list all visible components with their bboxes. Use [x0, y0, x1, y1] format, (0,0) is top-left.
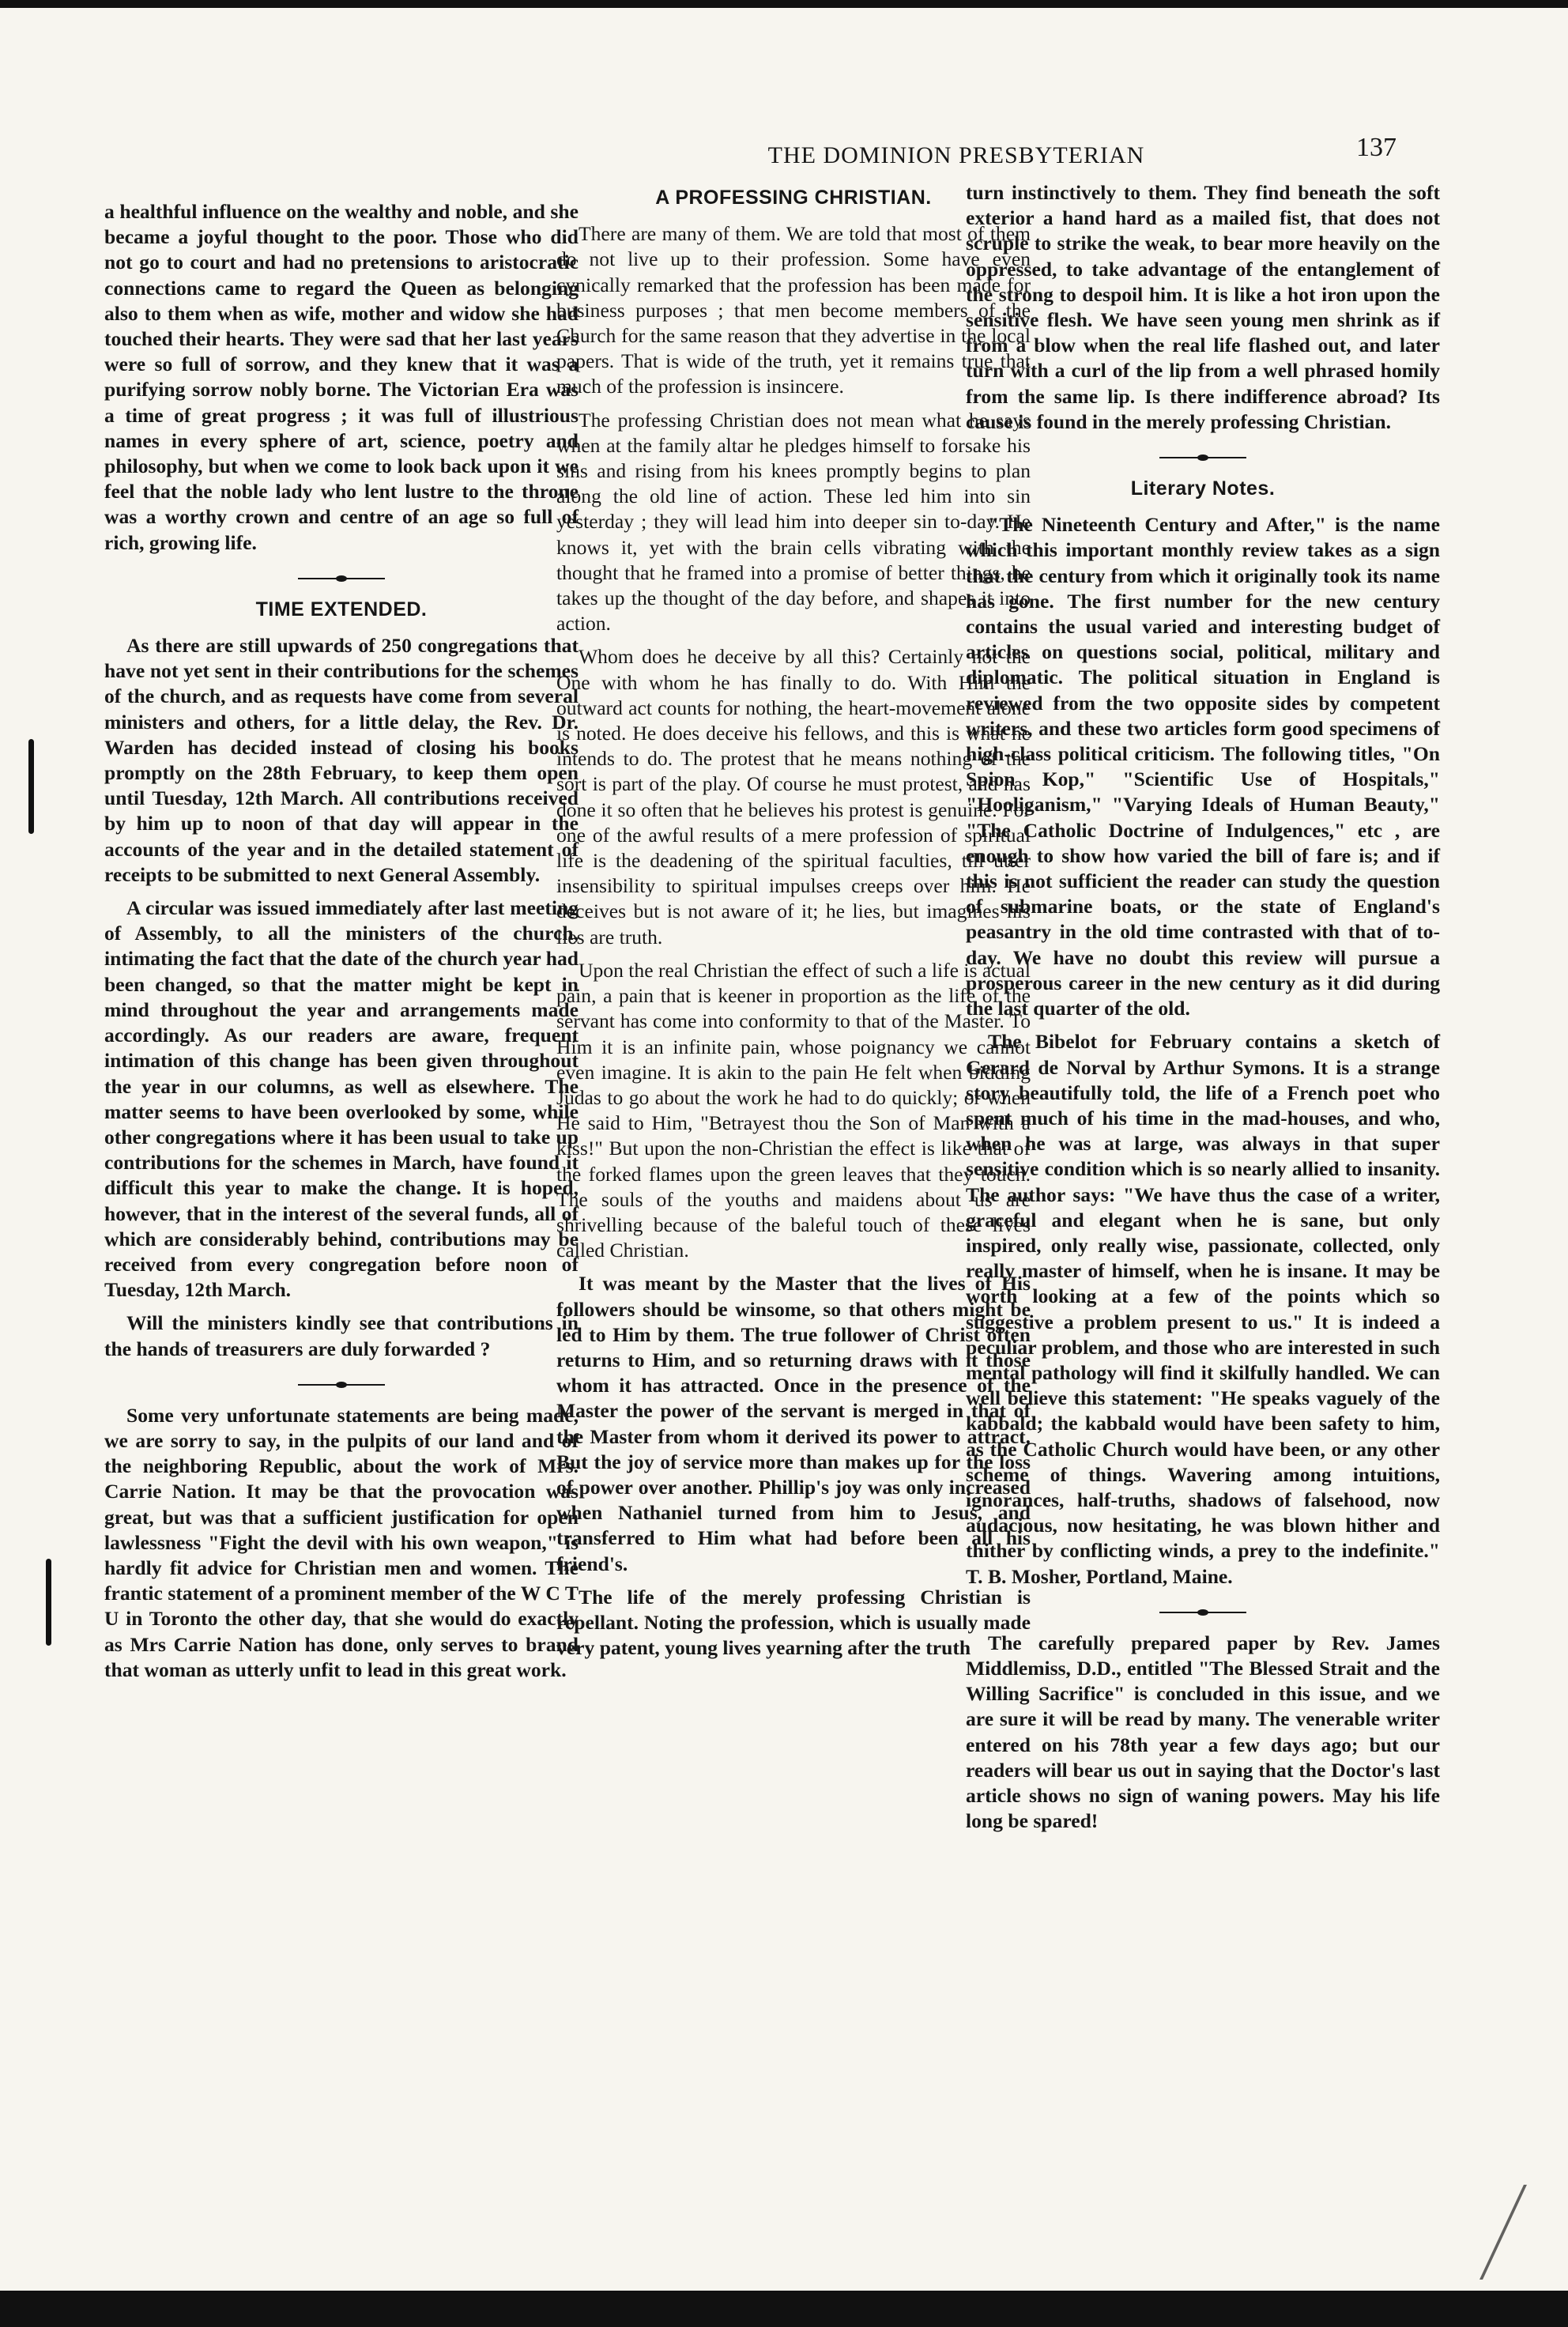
professing-paragraph-5: It was meant by the Master that the lives of His followers should be winsome, so that others might be led to Him by them. The true follower of Christ often returns to Him, and so returning draws with it those whom it has attracted. Once in the presence of the Master the power of the servant is merged in that of the Master from whom it derived its power to attract. But the joy of service more than makes up for the loss of power over another. Phillip's joy was only increased when Nathaniel turned from him to Jesus, and transferred to Him what had before been all his friend's. — [556, 1272, 1031, 1575]
literary-notes-heading: Literary Notes. — [1130, 477, 1276, 500]
professing-paragraph-1: There are many of them. We are told that most of them do not live up to their profession. Some have even cynically remarked that the profession has been made for business purposes ; that men become members of the Church for the same reason that they advertise in the local papers. That is wide of the truth, yet it remains true that much of the profession is insincere. — [556, 222, 1031, 398]
professing-paragraph-2: The professing Christian does not mean what he says when at the family altar he pledges himself to forsake his sins and rising from his knees promptly begins to plan along the old line of action. These led him into sin yesterday ; they will lead him into deeper sin to-day. He knows it, yet with the brain cells vibrating with the thought that he framed into a promise of better things, he takes up the thought of the day before, and shapes it into action. — [556, 408, 1031, 635]
time-extended-paragraph-2: A circular was issued immediately after last meeting of Assembly, to all the ministers of the church, intimating the fact that the date of the church year had been changed, so that the matter might be kept in mind throughout the year and arrangements made accordingly. As our readers are aware, frequent intimation of this change has been given throughout the year in our columns, as well as elsewhere. The matter seems to have been overlooked by some, while other congregations where it has been usual to take up contributions for the schemes in March, have found it difficult this year to make the change. It is hoped, however, that in the interest of the several funds, all of which are considerably behind, contributions may be received from every congregation before noon of Tuesday, 12th March. — [104, 896, 579, 1302]
running-title: THE DOMINION PRESBYTERIAN — [767, 142, 1145, 168]
queen-article-ending: a healthful influence on the wealthy and noble, and she became a joyful thought to the poor. Those who did not go to court and had no pretensions to aristocratic connections came to regard the Queen as belonging also to them when as wife, mother and widow she had touched their hearts. They were sad that her last years were so full of sorrow, and they knew that it was a purifying sorrow nobly borne. The Victorian Era was a time of great progress ; it was full of illustrious names in every sphere of art, science, poetry and philosophy, but when we come to look back upon it we feel that the noble lady who lent lustre to the throne was a worthy crown and centre of an age so full of rich, growing life. — [104, 200, 579, 554]
professing-paragraph-3: Whom does he deceive by all this? Certainly not the One with whom he has finally to do. With Him the outward act counts for nothing, the heart-movement alone is noted. He does deceive his fellows, and this is what he intends to do. The protest that he means nothing of the sort is part of the play. Of course he must protest, and has done it so often that he believes his protest is genuine. For one of the awful results of a mere profession of spiritual life is the deadening of the spiritual faculties, till utter insensibility to spiritual impulses creeps over him. He deceives but is not aware of it; he lies, but imagines his lies are truth. — [556, 645, 1031, 949]
scan-border-top — [0, 0, 1568, 8]
time-extended-paragraph-1: As there are still upwards of 250 congregations that have not yet sent in their contributions for the schemes of the church, and as requests have come from several ministers and others, for a little delay, the Rev. Dr. Warden has decided instead of closing his books promptly on the 28th February, to keep them open until Tuesday, 12th March. All contributions received by him up to noon of that day will appear in the accounts of the year and in the detailed statement of receipts to be submitted to next General Assembly. — [104, 634, 579, 886]
scan-corner-mark — [1479, 2185, 1568, 2280]
literary-note-bibelot: The Bibelot for February contains a sketch of Gerard de Norval by Arthur Symons. It is a strange story beautifully told, the life of a French poet who spent much of his time in the mad-houses, and who, when he was at large, was always in that super sensitive condition which is so nearly allied to insanity. The author says: "We have thus the case of a writer, graceful and elegant when he is sane, but only inspired, only really wise, passionate, collected, only really master of himself, when he is insane. It may be worth looking at a few of the points which so suggestive a problem present to us." It is indeed a peculiar problem, and those who are interested in such mental pathology will find it skilfully handled. We can well believe this statement: "He speaks vaguely of the kabbald; the kabbald would have been safety to him, as the Catholic Church would have been, or any other scheme of things. Wavering among intuitions, ignorances, half-truths, shadows of falsehood, now audacious, now hesitating, he was blown hither and thither by conflicting winds, a prey to the indefinite." T. B. Mosher, Portland, Maine. — [966, 1030, 1440, 1588]
binding-mark-upper — [28, 739, 34, 834]
column-right — [966, 180, 1440, 1842]
time-extended-heading: TIME EXTENDED. — [255, 598, 428, 620]
section-divider — [966, 449, 1440, 463]
scan-border-bottom — [0, 2291, 1568, 2327]
column-left — [104, 199, 579, 1691]
time-extended-paragraph-3: Will the ministers kindly see that contributions in the hands of treasurers are duly forwarded ? — [104, 1311, 579, 1360]
section-divider — [966, 1604, 1440, 1618]
literary-note-middlemiss: The carefully prepared paper by Rev. James Middlemiss, D.D., entitled "The Blessed Strait and the Willing Sacrifice" is concluded in this issue, and we are sure it will be read by many. The venerable writer entered on his 78th year a few days ago; but our readers will bear us out in saying that the Doctor's last article shows no sign of waning powers. May his life long be spared! — [966, 1631, 1440, 1833]
section-divider — [104, 570, 579, 584]
professing-christian-heading: A PROFESSING CHRISTIAN. — [655, 187, 932, 209]
professing-paragraph-6: The life of the merely professing Christian is repellant. Noting the profession, which is usually made very patent, young lives yearning after the truth — [556, 1585, 1031, 1660]
professing-continuation: turn instinctively to them. They find beneath the soft exterior a hand hard as a mailed fist, that does not scruple to strike the weak, to bear more heavily on the oppressed, to take advantage of the entanglement of the strong to despoil him. It is like a hot iron upon the sensitive flesh. We have seen young men shrink as if from a blow when the real life flashed out, and later turn with a curl of the lip from a well phrased homily from the same lip. Is there indifference abroad? Its cause is found in the merely professing Christian. — [966, 181, 1440, 433]
column-middle — [556, 180, 1031, 1669]
literary-note-nineteenth-century: "The Nineteenth Century and After," is the name which this important monthly review takes as a sign that the century from which it originally took its name has gone. The first number for the new century contains the usual varied and interesting budget of articles on questions social, political, military and diplomatic. The political situation in England is reviewed from the two opposite sides by competent writers, and these two articles form good specimens of high-class political criticism. The following titles, "On Spion Kop," "Scientific Use of Hospitals," "Hooliganism," "Varying Ideals of Human Beauty," "The Catholic Doctrine of Indulgences," etc , are enough to show how varied the bill of fare is; and if this is not sufficient the reader can study the question of submarine boats, or the state of England's peasantry in the old time contrasted with that of to-day. We have no doubt this review will pursue a prosperous career in the new century as it did during the last quarter of the old. — [966, 513, 1440, 1020]
page-number: 137 — [1356, 133, 1396, 162]
carrie-nation-paragraph: Some very unfortunate statements are being made, we are sorry to say, in the pulpits of our land and of the neighboring Republic, about the work of Mrs. Carrie Nation. It may be that the provocation was great, but was that a sufficient justification for open lawlessness "Fight the devil with his own weapon," is hardly fit advice for Christian men and women. The frantic statement of a prominent member of the W C T U in Toronto the other day, that she would do exactly as Mrs Carrie Nation has done, only serves to brand that woman as utterly unfit to lead in this great work. — [104, 1403, 579, 1681]
section-divider — [104, 1376, 579, 1390]
binding-mark-lower — [46, 1559, 51, 1646]
professing-paragraph-4: Upon the real Christian the effect of such a life is actual pain, a pain that is keener in proportion as the life of the servant has come into conformity to that of the Master. To Him it is an infinite pain, whose poignancy we cannot even imagine. It is akin to the pain He felt when bidding Judas to go about the work he had to do quickly; or when He said to Him, "Betrayest thou the Son of Man with a kiss!" But upon the non-Christian the effect is like that of the forked flames upon the green leaves that they touch. The souls of the youths and maidens about us are shrivelling because of the baleful touch of these lives called Christian. — [556, 958, 1031, 1262]
